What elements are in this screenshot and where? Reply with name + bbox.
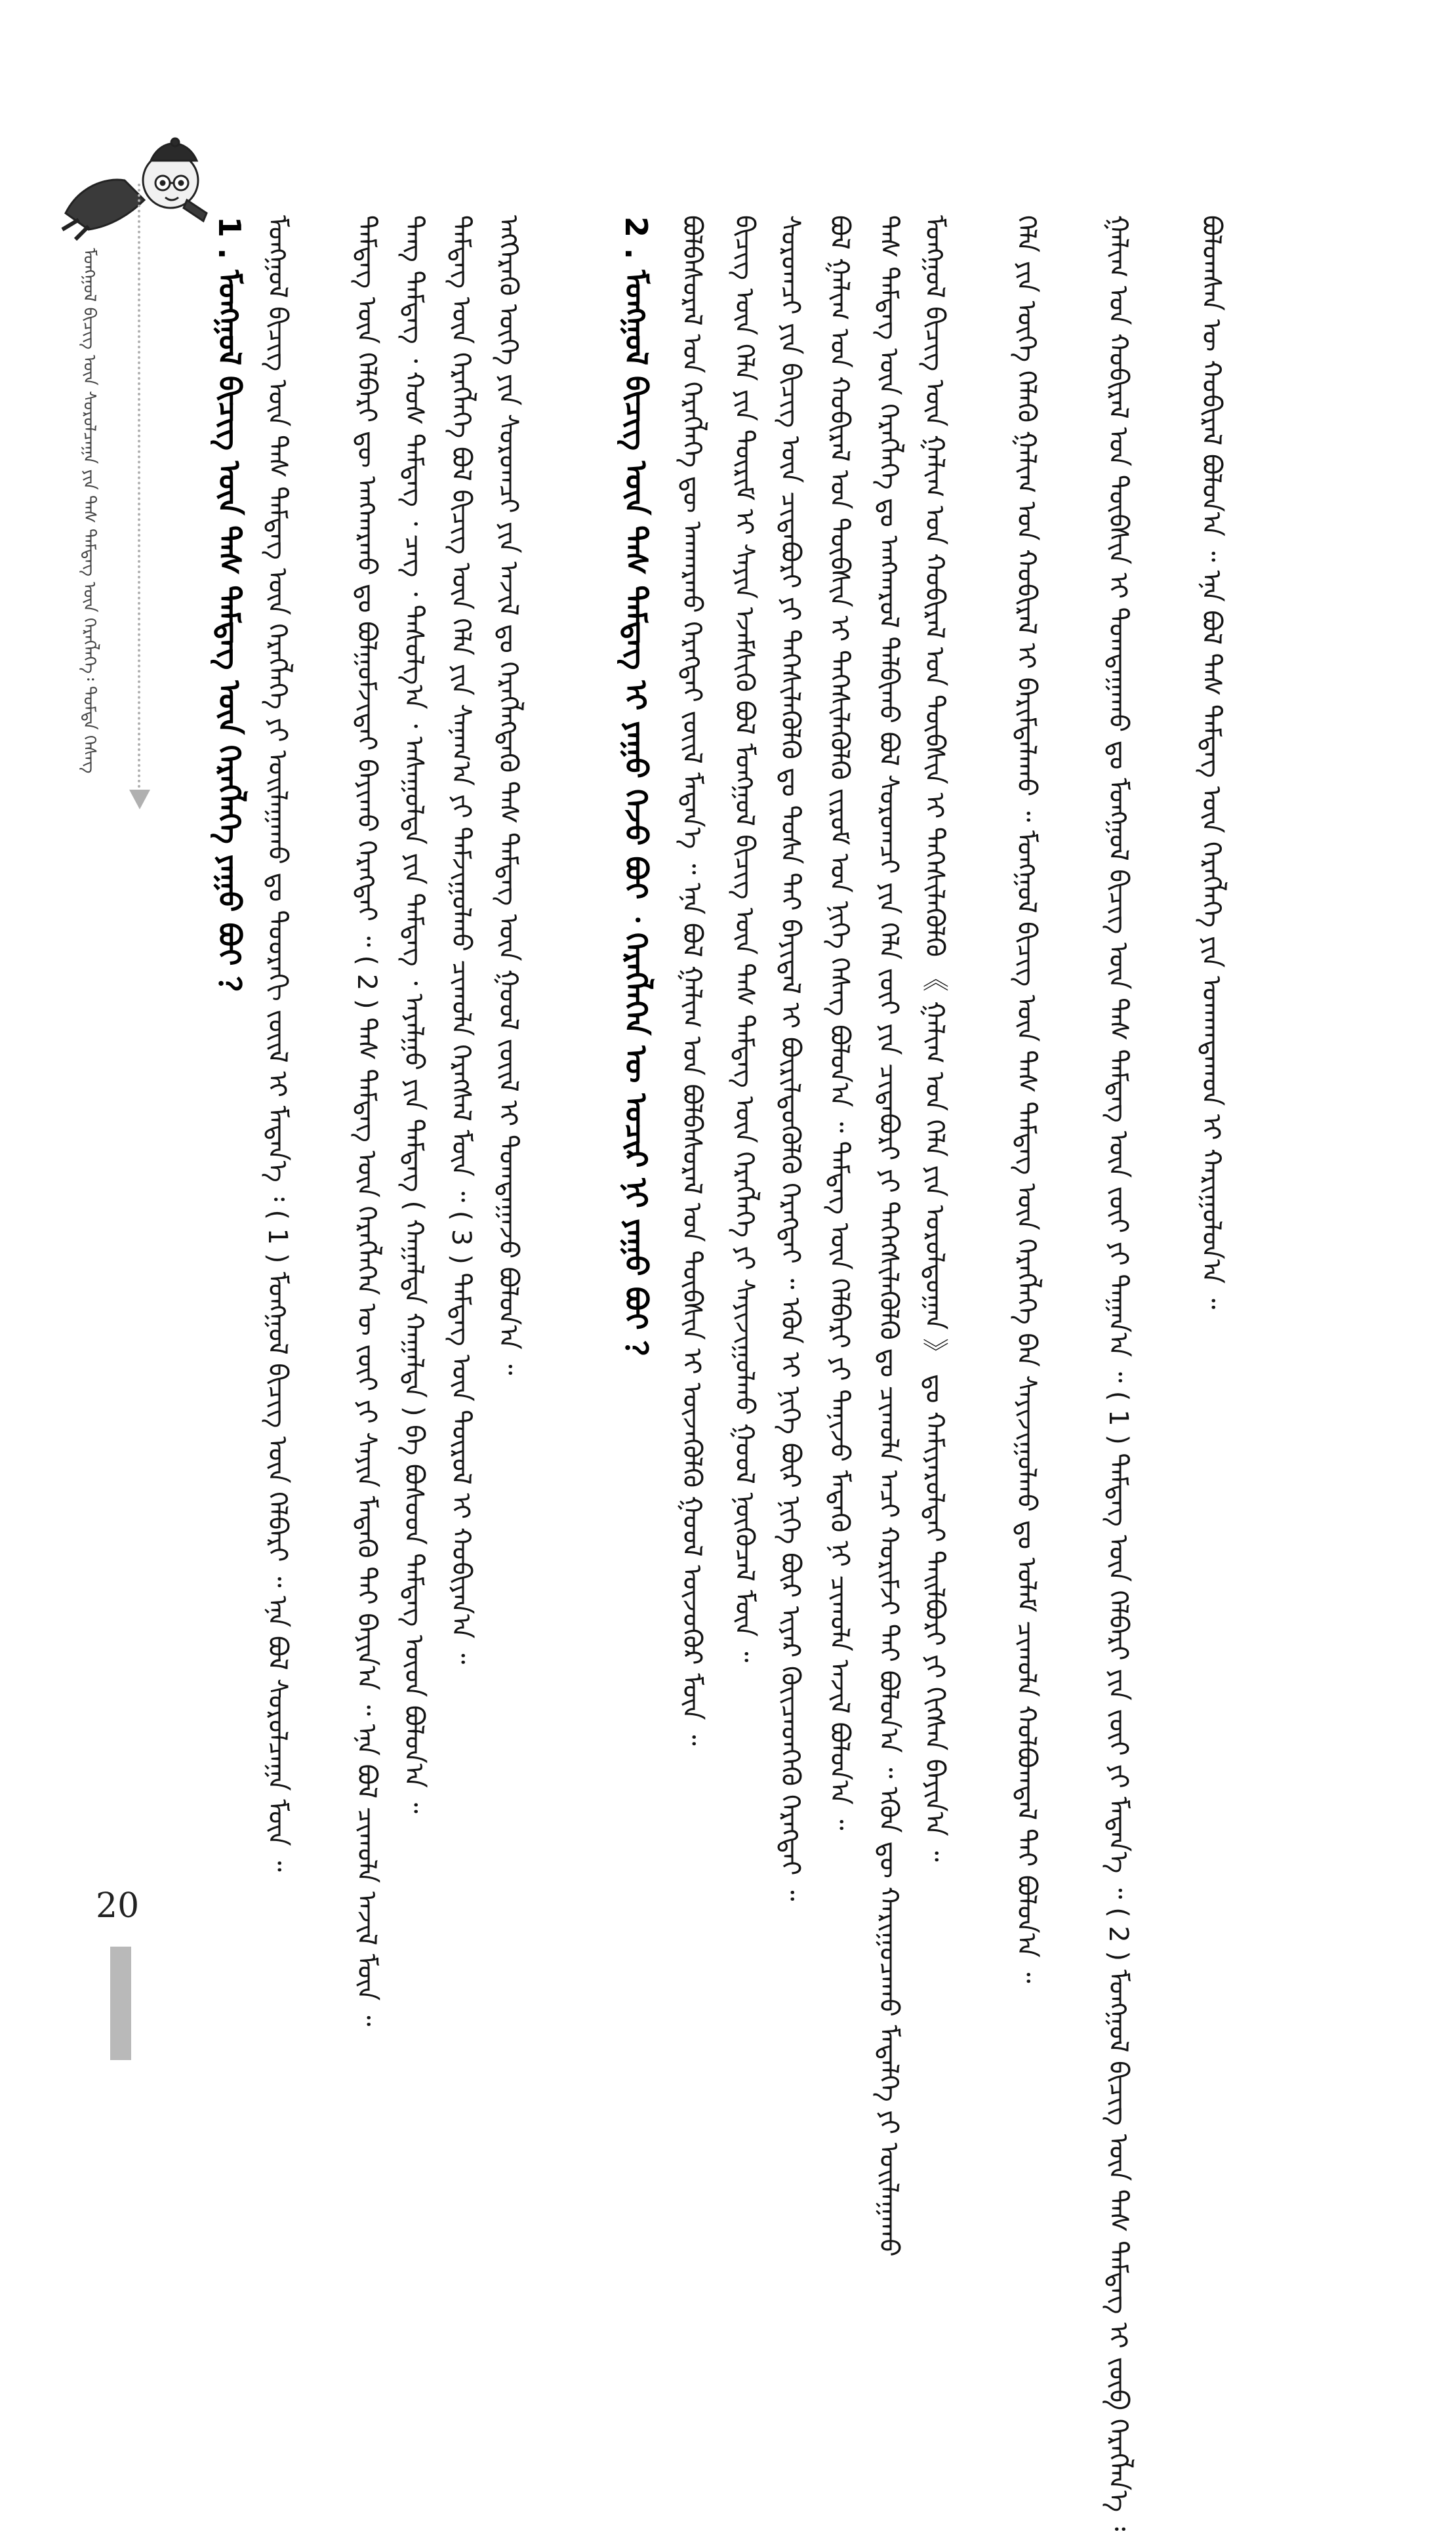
body-line: ᠰᠤᠷᠤᠭᠴᠢ ᠶᠢᠨ ᠪᠢᠴᠢᠭ᠌ ᠦᠨ ᠴᠢᠳᠠᠪᠤᠷᠢ ᠶᠢ ᠳᠡᠭᠡᠰᠢᠯᠡᠭᠦᠯᠬᠦ ᠳᠤ ᠲᠤᠰᠠ ᠲᠠᠢ ᠪᠠᠶᠢᠳᠠᠯ ᠢ ᠪᠦᠷᠢᠯᠳᠦᠭᠦᠯᠬᠦ ᠬᠡᠷᠡᠭᠲᠡᠢ ᠃ ᠡᠭᠦᠨ ᠢ ᠨᠢᠭᠡ ᠪᠦᠷ ᠨᠢᠭᠡ ᠪᠦᠷ ᠢᠶᠡᠷ ᠭᠦᠢᠴᠡᠳᠭᠡᠬᠦ ᠬᠡᠷᠡᠭᠲᠡᠢ ᠃ — [775, 215, 805, 1901]
body-line: ᠮᠣᠩᠭᠣᠯ ᠪᠢᠴᠢᠭ᠌ ᠦᠨ ᠭᠠᠯᠢᠭ ᠤᠨ ᠬᠤᠪᠢᠷᠠᠯ ᠤᠨ ᠲᠦᠪᠰᠢᠨ ᠢ ᠳᠡᠭᠡᠰᠢᠯᠡᠭᠦᠯᠬᠦ 《 ᠭᠠᠯᠢᠭ ᠤᠨ ᠬᠡᠯᠡ ᠶᠢᠨ ᠤᠷᠤᠯᠳᠤᠭᠠᠨ 》 ᠳᠤ ᠬᠠᠮᠢᠶᠠᠷᠤᠯᠲᠠᠢ ᠲᠠᠢᠯᠪᠤᠷᠢ ᠶᠢ ᠬᠢᠭᠰᠡᠨ ᠪᠠᠶᠢᠨ᠎ᠠ ᠃ — [920, 215, 950, 1862]
body-line: ᠪᠣᠯ ᠭᠠᠯᠢᠭ ᠤᠨ ᠬᠤᠪᠢᠷᠠᠯ ᠤᠨ ᠲᠦᠪᠰᠢᠨ ᠢ ᠳᠡᠭᠡᠰᠢᠯᠡᠭᠦᠯᠬᠦ ᠵᠢᠷᠤᠮ ᠤᠨ ᠨᠢᠭᠡ ᠬᠡᠰᠡᠭ ᠪᠣᠯᠣᠨ᠎ᠠ ᠃ ᠲᠡᠮᠳᠡᠭ ᠦᠨ ᠬᠡᠯᠪᠡᠷᠢ ᠶᠢ ᠲᠠᠨᠢᠵᠤ ᠮᠡᠳᠡᠬᠦ ᠨᠢ ᠴᠢᠬᠤᠯᠠ ᠠᠵᠢᠯ ᠪᠣᠯᠤᠨ᠎ᠠ ᠃ — [824, 215, 855, 1831]
running-header: ᠮᠣᠩᠭᠣᠯ ᠪᠢᠴᠢᠭ᠌ ᠦᠨ ᠰᠤᠷᠤᠯᠴᠠᠭᠠ ᠶᠢᠨ ᠲᠡᠰ ᠲᠡᠮᠳᠡᠭ ᠦᠨ ᠬᠡᠷᠡᠭᠯᠡᠭᠡ᠄ ᠳᠤᠮᠳᠠ ᠬᠡᠰᠡᠭ — [79, 248, 99, 774]
page-number: 20 — [96, 1886, 140, 1926]
body-line: ᠪᠣᠯᠪᠠᠰᠤᠷᠠᠯ ᠤᠨ ᠬᠡᠷᠡᠭᠯᠡᠭᠡ ᠳᠦ ᠠᠨᠬᠠᠷᠬᠤ ᠬᠡᠷᠡᠭᠲᠡᠢ ᠵᠦᠢᠯ ᠮᠡᠳᠡᠨ᠎ᠡ ᠃ ᠡᠨᠡ ᠪᠣᠯ ᠭᠠᠯᠢᠭ ᠤᠨ ᠪᠣᠯᠪᠠᠰᠤᠷᠠᠯ ᠤᠨ ᠲᠦᠪᠰᠢᠨ ᠢ ᠦᠵᠡᠭᠦᠯᠬᠦ ᠭᠣᠣᠯ ᠦᠵᠦᠭᠦᠷ ᠮᠥᠨ ᠃ — [677, 215, 707, 1746]
body-line: ᠭᠠᠯᠢᠭ ᠤᠨ ᠬᠤᠪᠢᠷᠠᠯ ᠤᠨ ᠲᠦᠪᠰᠢᠨ ᠢ ᠲᠣᠭᠲᠠᠭᠠᠬᠤ ᠳᠤ ᠮᠣᠩᠭᠣᠯ ᠪᠢᠴᠢᠭ᠌ ᠦᠨ ᠲᠡᠰ ᠲᠡᠮᠳᠡᠭ ᠦᠨ ᠵᠦᠢ ᠶᠢ ᠳᠠᠭᠠᠨ᠎ᠠ ᠃ ( 1 ) ᠲᠡᠮᠳᠡᠭ ᠦᠨ ᠬᠡᠯᠪᠡᠷᠢ ᠶᠢᠨ ᠵᠦᠢ ᠶᠢ ᠮᠡᠳᠡᠨ᠎ᠡ ᠃ ( 2 ) ᠮᠣᠩᠭᠣᠯ ᠪᠢᠴᠢᠭ᠌ ᠦᠨ ᠲᠡᠰ ᠲᠡᠮᠳᠡᠭ ᠢ ᠵᠥᠪ ᠬᠡᠷᠡᠭᠯᠡᠨ᠎ᠡ ᠄ — [1103, 215, 1133, 2531]
body-line: ᠪᠣᠯᠤᠭᠰᠠᠨ ᠦ ᠬᠤᠪᠢᠷᠠᠯ ᠪᠣᠯᠣᠨ᠎ᠠ ᠃ ᠡᠨᠡ ᠪᠣᠯ ᠲᠡᠰ ᠲᠡᠮᠳᠡᠭ ᠦᠨ ᠬᠡᠷᠡᠭᠯᠡᠭᠡ ᠶᠢᠨ ᠤᠬᠠᠭᠳᠠᠬᠤᠨ ᠢ ᠬᠠᠷᠢᠭᠤᠯᠤᠨ᠎ᠠ ᠃ — [1196, 215, 1226, 1310]
body-line: ᠮᠣᠩᠭᠣᠯ ᠪᠢᠴᠢᠭ᠌ ᠦᠨ ᠲᠡᠰ ᠲᠡᠮᠳᠡᠭ ᠦᠨ ᠬᠡᠷᠡᠭᠯᠡᠭᠡ ᠶᠢ ᠣᠢᠯᠠᠭᠠᠬᠤ ᠳᠤ ᠳᠣᠣᠷᠠᠬᠢ ᠵᠦᠢᠯ ᠢ ᠮᠡᠳᠡᠨ᠎ᠡ ᠄ ( 1 ) ᠮᠣᠩᠭᠣᠯ ᠪᠢᠴᠢᠭ᠌ ᠦᠨ ᠬᠡᠯᠪᠡᠷᠢ ᠃ ᠡᠨᠡ ᠪᠣᠯ ᠰᠤᠷᠤᠯᠴᠠᠭᠠ ᠮᠥᠨ ᠃ — [262, 215, 293, 1872]
body-line: ᠲᠡᠮᠳᠡᠭ ᠦᠨ ᠬᠡᠯᠪᠡᠷᠢ ᠳᠦ ᠠᠩᠬᠠᠷᠬᠤ ᠳᠤ ᠪᠣᠯᠭᠣᠮᠵᠢᠲᠠᠢ ᠪᠠᠶᠢᠬᠤ ᠬᠡᠷᠡᠭᠲᠡᠢ ᠃ ( 2 ) ᠲᠡᠰ ᠲᠡᠮᠳᠡᠭ ᠦᠨ ᠬᠡᠷᠡᠭᠯᠡᠭᠡᠨ ᠦ ᠵᠦᠢ ᠶᠢ ᠰᠠᠶᠢᠨ ᠮᠡᠳᠡᠬᠦ ᠲᠡᠢ ᠪᠠᠶᠢᠨ᠎ᠠ ᠃ ᠡᠨᠡ ᠪᠣᠯ ᠴᠢᠬᠤᠯᠠ ᠠᠵᠢᠯ ᠮᠥᠨ ᠃ — [352, 215, 382, 2027]
cartoon-boy-icon — [52, 115, 210, 246]
body-line: ᠪᠢᠴᠢᠭ᠌ ᠦᠨ ᠬᠡᠯᠡ ᠶᠢᠨ ᠳᠦᠷᠢᠮ ᠢ ᠰᠠᠶᠢᠨ ᠡᠵᠡᠮᠰᠢᠬᠦ ᠪᠣᠯ ᠮᠣᠩᠭᠣᠯ ᠪᠢᠴᠢᠭ᠌ ᠦᠨ ᠲᠡᠰ ᠲᠡᠮᠳᠡᠭ ᠦᠨ ᠬᠡᠷᠡᠭᠯᠡᠭᠡ ᠶᠢ ᠰᠠᠶᠢᠵᠢᠭᠤᠯᠬᠤ ᠭᠣᠣᠯ ᠨᠥᠬᠦᠴᠡᠯ ᠮᠥᠨ ᠃ — [729, 215, 759, 1663]
body-line: ᠡᠩᠭᠡᠷᠡᠬᠦ ᠦᠭᠡ ᠶᠢᠨ ᠰᠤᠷᠤᠭᠴᠢ ᠶᠢᠨ ᠠᠵᠢᠯ ᠳᠤ ᠬᠡᠷᠡᠭᠯᠡᠭᠳᠡᠬᠦ ᠲᠡᠰ ᠲᠡᠮᠳᠡᠭ ᠦᠨ ᠭᠣᠣᠯ ᠵᠦᠢᠯ ᠢ ᠲᠣᠭᠲᠠᠭᠠᠵᠤ ᠪᠣᠯᠣᠨ᠎ᠠ ᠃ — [493, 215, 523, 1375]
section-heading-2: 2 . ᠮᠣᠩᠭᠣᠯ ᠪᠢᠴᠢᠭ᠌ ᠦᠨ ᠲᠡᠰ ᠲᠡᠮᠳᠡᠭ ᠢ ᠶᠠᠭᠤ ᠭᠡᠵᠦ ᠪᠤᠢ ᠂ ᠬᠡᠷᠡᠭᠯᠡᠭᠡᠨ ᠦ ᠤᠴᠢᠷ ᠨᠢ ᠶᠠᠭᠤ ᠪᠤᠢ ？ — [618, 216, 654, 1371]
side-tab-bar — [110, 1947, 131, 2060]
body-line: ᠬᠡᠯᠡ ᠶᠢᠨ ᠦᠭᠡ ᠬᠡᠯᠡᠬᠦ ᠭᠠᠯᠢᠭ ᠤᠨ ᠬᠤᠪᠢᠷᠠᠯ ᠢ ᠪᠠᠷᠢᠮᠲᠠᠯᠠᠬᠤ ᠃ ᠮᠣᠩᠭᠣᠯ ᠪᠢᠴᠢᠭ᠌ ᠦᠨ ᠲᠡᠰ ᠲᠡᠮᠳᠡᠭ ᠦᠨ ᠬᠡᠷᠡᠭᠯᠡᠭᠡ ᠪᠡᠨ ᠰᠠᠶᠢᠵᠢᠭᠤᠯᠬᠤ ᠳᠤ ᠤᠯᠠᠮ ᠴᠢᠬᠤᠯᠠ ᠬᠣᠯᠪᠣᠭᠳᠠᠯ ᠲᠠᠢ ᠪᠣᠯᠣᠨ᠎ᠠ ᠃ — [1011, 215, 1041, 1983]
body-line: ᠲᠡᠰ ᠲᠡᠮᠳᠡᠭ ᠦᠨ ᠬᠡᠷᠡᠭᠯᠡᠭᠡ ᠳᠤ ᠠᠩᠬᠠᠷᠤᠯ ᠲᠠᠯᠪᠢᠬᠤ ᠪᠣᠯ ᠰᠤᠷᠤᠭᠴᠢ ᠶᠢᠨ ᠬᠡᠯᠡ ᠵᠦᠢ ᠶᠢᠨ ᠴᠢᠳᠠᠪᠤᠷᠢ ᠶᠢ ᠳᠡᠭᠡᠭᠰᠢᠯᠡᠭᠦᠯᠬᠦ ᠳᠤ ᠴᠢᠬᠤᠯᠠ ᠠᠴᠢ ᠬᠤᠷᠢᠮᠵᠢ ᠲᠠᠢ ᠪᠣᠯᠤᠨ᠎ᠠ ᠃ ᠡᠭᠦᠨ ᠳᠦ ᠬᠠᠷᠢᠭᠤᠴᠠᠬᠤ ᠮᠡᠳᠡᠯᠭᠡ ᠶᠢ ᠣᠢᠯᠠᠭᠠᠬᠤ — [874, 215, 904, 2257]
body-line: ᠲᠡᠮᠳᠡᠭ ᠦᠨ ᠬᠡᠷᠡᠭᠯᠡᠭᠡ ᠪᠣᠯ ᠪᠢᠴᠢᠭ᠌ ᠦᠨ ᠬᠡᠯᠡ ᠶᠢᠨ ᠰᠠᠨᠠᠭ᠎ᠠ ᠶᠢ ᠳᠠᠮᠵᠢᠭᠤᠯᠬᠤ ᠴᠢᠬᠤᠯᠠ ᠬᠡᠷᠡᠭᠰᠡᠯ ᠮᠥᠨ ᠃ ( 3 ) ᠲᠡᠮᠳᠡᠭ ᠦᠨ ᠲᠦᠷᠦᠯ ᠢ ᠬᠤᠪᠢᠶᠠᠨ᠎ᠠ ᠃ — [446, 215, 476, 1665]
body-line: ᠳᠠᠩ ᠲᠡᠮᠳᠡᠭ ᠂ ᠬᠣᠰ ᠲᠡᠮᠳᠡᠭ ᠂ ᠴᠡᠭ ᠂ ᠲᠠᠰᠤᠯᠭ᠎ᠠ ᠂ ᠠᠰᠠᠭᠤᠯᠲᠠ ᠶᠢᠨ ᠲᠡᠮᠳᠡᠭ ᠂ ᠠᠶᠠᠯᠭᠤ ᠶᠢᠨ ᠲᠡᠮᠳᠡᠭ ( ᠬᠠᠭᠠᠯᠲᠠ ᠬᠠᠭᠠᠯᠲᠠ ) ᠪᠠ ᠪᠤᠰᠤᠳ ᠲᠡᠮᠳᠡᠭ ᠦᠳ ᠪᠣᠯᠣᠨ᠎ᠠ ᠃ — [399, 215, 429, 1813]
guide-dotted-line — [138, 184, 140, 794]
section-heading-1: 1 . ᠮᠣᠩᠭᠣᠯ ᠪᠢᠴᠢᠭ᠌ ᠦᠨ ᠲᠡᠰ ᠲᠡᠮᠳᠡᠭ ᠦᠨ ᠬᠡᠷᠡᠭᠯᠡᠭᠡ ᠶᠠᠭᠤ ᠪᠤᠢ ？ — [212, 216, 247, 1007]
triangle-arrow-icon — [129, 790, 150, 809]
